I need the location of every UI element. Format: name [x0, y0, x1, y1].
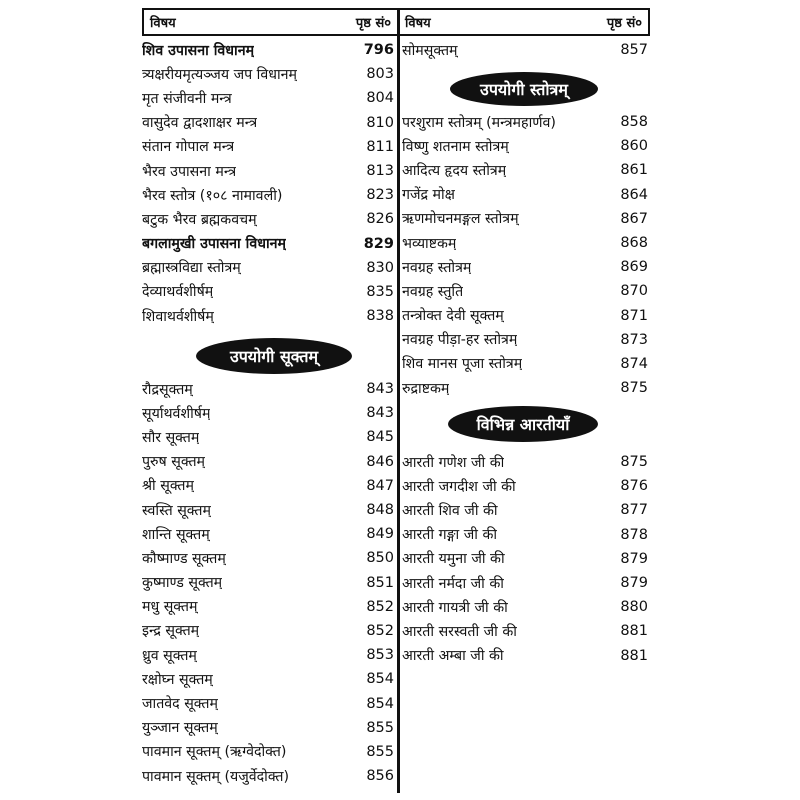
toc-entry-title: शिव मानस पूजा स्तोत्रम् [402, 356, 523, 373]
toc-entry [142, 135, 394, 159]
toc-entry-page: 875 [620, 380, 648, 397]
toc-entry-page: 881 [620, 647, 648, 664]
toc-entry-page: 803 [366, 66, 394, 83]
toc-entry [402, 547, 648, 571]
toc-entry-page: 861 [620, 162, 648, 179]
toc-entry-page: 829 [363, 235, 394, 252]
toc-entry-title: आरती अम्बा जी की [402, 648, 504, 665]
toc-entry [142, 111, 394, 135]
toc-entry-title: नवग्रह पीड़ा-हर स्तोत्रम् [402, 332, 518, 349]
toc-entry-title: कुष्माण्ड सूक्तम् [142, 575, 223, 592]
toc-entry-page: 811 [366, 138, 394, 155]
toc-entry-title: इन्द्र सूक्तम् [142, 623, 200, 640]
toc-entry-page: 855 [366, 719, 394, 736]
toc-entry-title: मधु सूक्तम् [142, 599, 198, 616]
toc-entry-page: 848 [366, 502, 394, 519]
toc-entry-page: 813 [366, 163, 394, 180]
toc-entry-page: 880 [620, 599, 648, 616]
toc-entry [142, 740, 394, 764]
toc-entry-page: 881 [620, 623, 648, 640]
toc-entry-title: श्री सूक्तम् [142, 478, 194, 495]
toc-entry-page: 826 [366, 211, 394, 228]
right-header-subject: विषय [405, 16, 431, 31]
toc-entry-page: 867 [620, 210, 648, 227]
toc-entry-page: 879 [620, 575, 648, 592]
toc-entry-page: 857 [620, 42, 648, 59]
toc-entry-page: 876 [620, 478, 648, 495]
left-header-page: पृष्ठ सं० [355, 16, 391, 31]
toc-entry-page: 830 [366, 259, 394, 276]
toc-entry-page: 854 [366, 671, 394, 688]
toc-entry-title: आरती गङ्गा जी की [402, 527, 498, 544]
toc-entry-title: शिव उपासना विधानम् [142, 42, 255, 59]
section-heading-aarti: विभिन्न आरतीयाँ [448, 406, 598, 442]
toc-entry-page: 877 [620, 502, 648, 519]
toc-entry-page: 871 [620, 307, 648, 324]
right-header-page: पृष्ठ सं० [606, 16, 642, 31]
toc-entry [402, 304, 648, 328]
toc-entry-title: भव्याष्टकम् [402, 235, 457, 252]
toc-entry [142, 691, 394, 715]
toc-entry-title: तन्त्रोक्त देवी सूक्तम् [402, 308, 504, 325]
toc-entry-title: आरती जगदीश जी की [402, 478, 516, 495]
toc-entry [142, 38, 394, 62]
toc-entry-title: मृत संजीवनी मन्त्र [142, 90, 232, 107]
toc-entry [402, 474, 648, 498]
toc-entry-title: आरती गणेश जी की [402, 454, 505, 471]
toc-entry [142, 764, 394, 788]
toc-entry [402, 376, 648, 400]
toc-entry-page: 843 [366, 381, 394, 398]
toc-entry-page: 864 [620, 186, 648, 203]
toc-entry-title: आदित्य हृदय स्तोत्रम् [402, 162, 507, 179]
left-header [142, 8, 399, 36]
toc-entry-title: आरती शिव जी की [402, 502, 498, 519]
toc-entry [142, 207, 394, 231]
toc-entry [142, 159, 394, 183]
toc-entry-title: संतान गोपाल मन्त्र [142, 139, 235, 156]
toc-entry [402, 255, 648, 279]
toc-entry [402, 207, 648, 231]
toc-entry [402, 498, 648, 522]
toc-entry [142, 377, 394, 401]
toc-entry-title: सूर्याथर्वशीर्षम् [142, 405, 211, 422]
toc-entry-page: 852 [366, 598, 394, 615]
toc-entry [402, 328, 648, 352]
toc-entry [402, 231, 648, 255]
toc-entry-title: ऋणमोचनमङ्गल स्तोत्रम् [402, 211, 519, 228]
toc-entry [142, 183, 394, 207]
toc-entry-title: आरती नर्मदा जी की [402, 575, 504, 592]
toc-entry-page: 879 [620, 550, 648, 567]
toc-entry-title: परशुराम स्तोत्रम् (मन्त्रमहार्णव) [402, 114, 556, 131]
toc-entry [142, 595, 394, 619]
toc-entry-page: 870 [620, 283, 648, 300]
toc-entry-title: स्वस्ति सूक्तम् [142, 502, 211, 519]
toc-entry-title: आरती गायत्री जी की [402, 599, 508, 616]
toc-entry-page: 869 [620, 259, 648, 276]
toc-entry-page: 804 [366, 90, 394, 107]
toc-entry-title: रक्षोघ्न सूक्तम् [142, 671, 213, 688]
toc-entry-page: 858 [620, 114, 648, 131]
toc-entry-title: नवग्रह स्तोत्रम् [402, 259, 472, 276]
right-bottom-list [402, 450, 648, 668]
toc-entry-page: 873 [620, 331, 648, 348]
toc-entry-title: जातवेद सूक्तम् [142, 696, 218, 713]
left-header-subject: विषय [150, 16, 176, 31]
toc-entry [402, 523, 648, 547]
toc-entry-title: शान्ति सूक्तम् [142, 526, 210, 543]
right-top-list [402, 38, 648, 62]
section-heading-suktam: उपयोगी सूक्तम् [196, 338, 352, 374]
toc-entry [402, 110, 648, 134]
toc-entry-title: बटुक भैरव ब्रह्मकवचम् [142, 211, 257, 228]
toc-entry [142, 425, 394, 449]
toc-entry [142, 643, 394, 667]
toc-entry [402, 352, 648, 376]
toc-entry-page: 878 [620, 526, 648, 543]
toc-entry-title: युञ्जान सूक्तम् [142, 720, 218, 737]
toc-entry-page: 810 [366, 114, 394, 131]
right-mid-list [402, 110, 648, 400]
toc-entry [142, 571, 394, 595]
toc-entry-title: पावमान सूक्तम् (यजुर्वेदोक्त) [142, 768, 290, 785]
toc-entry-title: रौद्रसूक्तम् [142, 381, 193, 398]
toc-entry [402, 134, 648, 158]
toc-entry-page: 853 [366, 647, 394, 664]
toc-entry-title: ध्रुव सूक्तम् [142, 647, 197, 664]
toc-entry [142, 86, 394, 110]
left-top-list [142, 38, 394, 328]
toc-entry [142, 256, 394, 280]
toc-entry [402, 279, 648, 303]
toc-entry [142, 522, 394, 546]
toc-entry-title: बगलामुखी उपासना विधानम् [142, 236, 286, 253]
toc-entry-title: भैरव उपासना मन्त्र [142, 163, 237, 180]
toc-entry-page: 846 [366, 453, 394, 470]
toc-entry [402, 595, 648, 619]
toc-entry-page: 835 [366, 283, 394, 300]
toc-entry-page: 847 [366, 477, 394, 494]
toc-entry-title: विष्णु शतनाम स्तोत्रम् [402, 138, 509, 155]
toc-entry-title: आरती यमुना जी की [402, 551, 505, 568]
toc-entry [142, 619, 394, 643]
toc-entry [142, 304, 394, 328]
column-divider [397, 8, 400, 793]
toc-entry-title: पुरुष सूक्तम् [142, 454, 206, 471]
toc-entry-page: 854 [366, 695, 394, 712]
toc-entry-page: 838 [366, 308, 394, 325]
toc-entry [142, 450, 394, 474]
toc-entry-title: सोमसूक्तम् [402, 42, 458, 59]
toc-entry-title: वासुदेव द्वादशाक्षर मन्त्र [142, 115, 258, 132]
toc-entry-page: 843 [366, 405, 394, 422]
toc-entry [142, 716, 394, 740]
toc-entry-page: 868 [620, 235, 648, 252]
toc-entry-title: भैरव स्तोत्र (१०८ नामावली) [142, 187, 283, 204]
section-heading-stotram: उपयोगी स्तोत्रम् [450, 72, 598, 106]
toc-entry-title: गजेंद्र मोक्ष [402, 187, 455, 204]
toc-entry-page: 856 [366, 768, 394, 785]
toc-entry-title: नवग्रह स्तुति [402, 283, 464, 300]
toc-entry [402, 644, 648, 668]
toc-entry [402, 38, 648, 62]
toc-entry-page: 855 [366, 743, 394, 760]
toc-entry-title: त्र्यक्षरीयमृत्यञ्जय जप विधानम् [142, 66, 297, 83]
toc-entry [142, 546, 394, 570]
toc-entry [402, 571, 648, 595]
toc-entry [142, 401, 394, 425]
toc-entry-page: 851 [366, 574, 394, 591]
toc-entry [142, 62, 394, 86]
toc-entry-page: 874 [620, 355, 648, 372]
left-bottom-list [142, 377, 394, 788]
toc-entry [402, 619, 648, 643]
toc-entry-page: 849 [366, 526, 394, 543]
right-header [397, 8, 650, 36]
toc-entry [142, 498, 394, 522]
toc-entry-title: आरती सरस्वती जी की [402, 623, 517, 640]
toc-entry-title: देव्याथर्वशीर्षम् [142, 284, 214, 301]
toc-entry [402, 183, 648, 207]
toc-entry-page: 860 [620, 138, 648, 155]
toc-entry [402, 450, 648, 474]
toc-entry-page: 850 [366, 550, 394, 567]
toc-entry-page: 845 [366, 429, 394, 446]
toc-entry-page: 823 [366, 187, 394, 204]
toc-entry-title: सौर सूक्तम् [142, 429, 200, 446]
toc-entry-page: 875 [620, 454, 648, 471]
toc-entry-title: कौष्माण्ड सूक्तम् [142, 550, 226, 567]
toc-entry-page: 852 [366, 622, 394, 639]
toc-entry-title: शिवाथर्वशीर्षम् [142, 308, 214, 325]
toc-entry-title: पावमान सूक्तम् (ऋग्वेदोक्त) [142, 744, 287, 761]
toc-entry [142, 667, 394, 691]
toc-entry-title: ब्रह्मास्त्रविद्या स्तोत्रम् [142, 260, 241, 277]
toc-entry [142, 474, 394, 498]
toc-entry [142, 232, 394, 256]
toc-entry [142, 280, 394, 304]
toc-entry-page: 796 [363, 42, 394, 59]
toc-entry [402, 158, 648, 182]
toc-entry-title: रुद्राष्टकम् [402, 380, 450, 397]
